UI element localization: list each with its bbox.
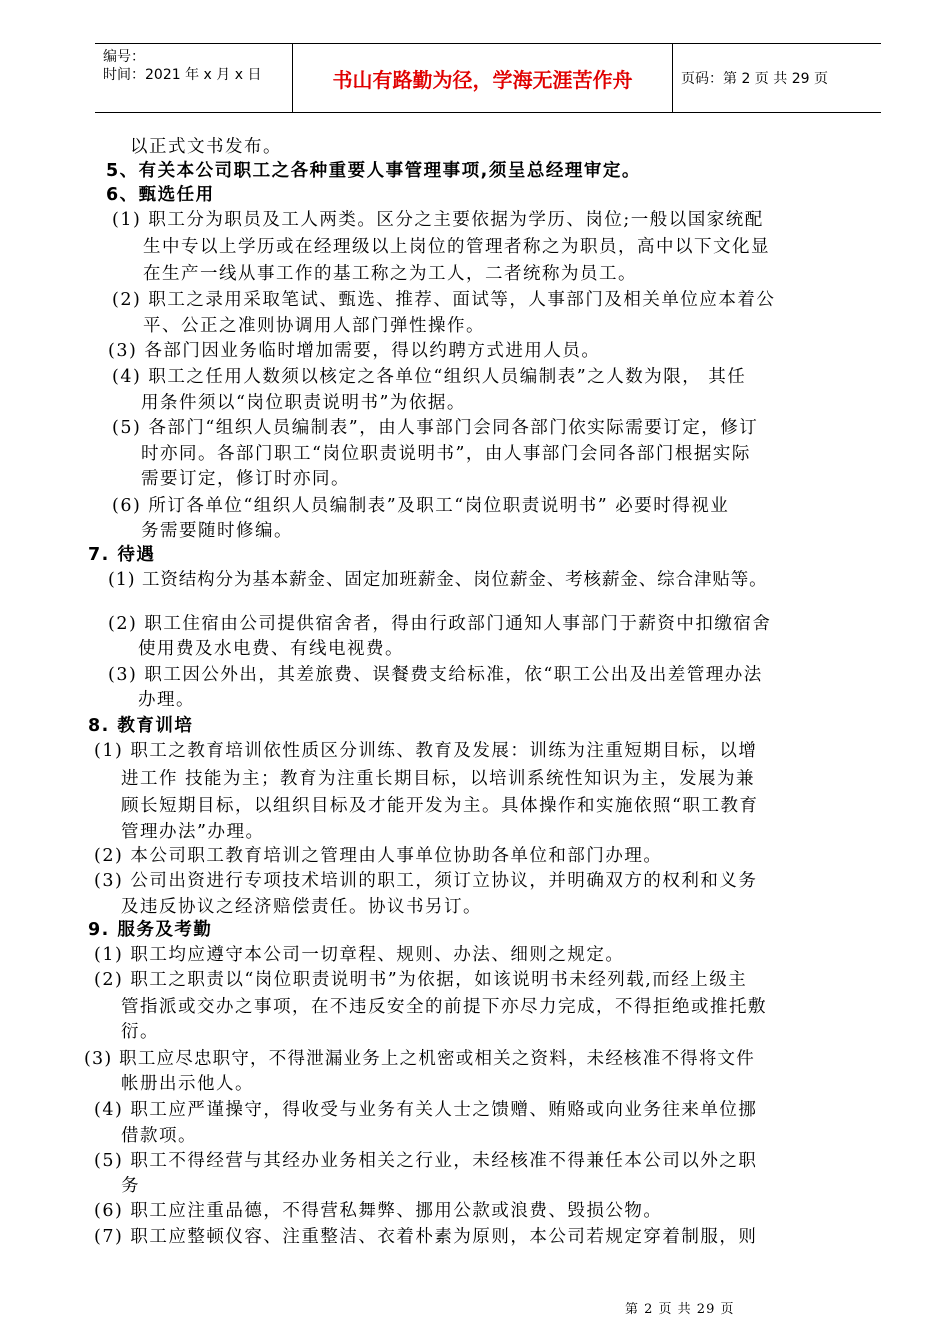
- text-line: 衍。: [121, 1022, 159, 1042]
- text-line: 务需要随时修编。: [141, 521, 293, 541]
- text-line: 办理。: [138, 690, 195, 710]
- section-heading: 8. 教育训培: [88, 716, 194, 736]
- section-heading: 7. 待遇: [88, 545, 156, 565]
- time-label: 时间：2021 年 x 月 x 日: [103, 67, 262, 83]
- header-meta: [95, 44, 293, 113]
- text-line: 顾长短期目标，以组织目标及才能开发为主。具体操作和实施依照“职工教育: [121, 796, 759, 816]
- text-line: (2) 职工住宿由公司提供宿舍者，得由行政部门通知人事部门于薪资中扣缴宿舍: [108, 614, 772, 634]
- section-heading: 5、有关本公司职工之各种重要人事管理事项,须呈总经理审定。: [106, 161, 641, 181]
- text-line: (1) 职工分为职员及工人两类。区分之主要依据为学历、岗位;一般以国家统配: [112, 210, 764, 230]
- text-line: 平、公正之准则协调用人部门弹性操作。: [143, 316, 485, 336]
- text-line: (2) 职工之职责以“岗位职责说明书”为依据，如该说明书未经列载,而经上级主: [94, 970, 748, 990]
- page-header: [95, 43, 881, 113]
- page-footer: 第 2 页 共 29 页: [625, 1302, 735, 1317]
- text-line: (6) 所订各单位“组织人员编制表”及职工“岗位职责说明书” 必要时得视业: [112, 496, 730, 516]
- text-line: 生中专以上学历或在经理级以上岗位的管理者称之为职员，高中以下文化显: [143, 237, 770, 257]
- code-label: 编号：: [103, 49, 145, 65]
- text-line: 及违反协议之经济赔偿责任。协议书另订。: [121, 897, 482, 917]
- text-line: 管理办法”办理。: [121, 822, 265, 842]
- section-heading: 9. 服务及考勤: [88, 920, 213, 940]
- text-line: (3) 职工因公外出，其差旅费、误餐费支给标准，依“职工公出及出差管理办法: [108, 665, 763, 685]
- text-line: (4) 职工应严谨操守，得收受与业务有关人士之馈赠、贿赂或向业务往来单位挪: [94, 1100, 758, 1120]
- text-line: (5) 职工不得经营与其经办业务相关之行业，未经核准不得兼任本公司以外之职: [94, 1151, 758, 1171]
- text-line: 以正式文书发布。: [130, 137, 282, 157]
- text-line: (2) 职工之录用采取笔试、甄选、推荐、面试等，人事部门及相关单位应本着公: [112, 290, 776, 310]
- text-line: 用条件须以“岗位职责说明书”为依据。: [141, 393, 466, 413]
- text-line: (1) 工资结构分为基本薪金、固定加班薪金、岗位薪金、考核薪金、综合津贴等。: [108, 570, 768, 590]
- text-line: (6) 职工应注重品德，不得营私舞弊、挪用公款或浪费、毁损公物。: [94, 1201, 663, 1221]
- text-line: 在生产一线从事工作的基工称之为工人，二者统称为员工。: [143, 264, 637, 284]
- text-line: (5) 各部门“组织人员编制表”，由人事部门会同各部门依实际需要订定，修订: [112, 418, 759, 438]
- text-line: (1) 职工均应遵守本公司一切章程、规则、办法、细则之规定。: [94, 945, 625, 965]
- text-line: (1) 职工之教育培训依性质区分训练、教育及发展：训练为注重短期目标，以增: [94, 741, 758, 761]
- section-heading: 6、甄选任用: [106, 185, 215, 205]
- text-line: 进工作 技能为主；教育为注重长期目标，以培训系统性知识为主，发展为兼: [121, 769, 756, 789]
- text-line: 借款项。: [121, 1126, 197, 1146]
- text-line: 时亦同。各部门职工“岗位职责说明书”，由人事部门会同各部门根据实际: [141, 444, 751, 464]
- text-line: (3) 职工应尽忠职守，不得泄漏业务上之机密或相关之资料，未经核准不得将文件: [84, 1049, 755, 1069]
- text-line: 管指派或交办之事项，在不违反安全的前提下亦尽力完成，不得拒绝或推托敷: [121, 997, 767, 1017]
- text-line: 帐册出示他人。: [121, 1074, 254, 1094]
- text-line: (3) 各部门因业务临时增加需要，得以约聘方式进用人员。: [108, 341, 601, 361]
- text-line: (7) 职工应整顿仪容、注重整洁、衣着朴素为原则，本公司若规定穿着制服，则: [94, 1227, 758, 1247]
- text-line: 使用费及水电费、有线电视费。: [138, 639, 404, 659]
- text-line: (2) 本公司职工教育培训之管理由人事单位协助各单位和部门办理。: [94, 846, 663, 866]
- header-page-number: 页码：第 2 页 共 29 页: [681, 71, 828, 87]
- text-line: 需要订定，修订时亦同。: [141, 469, 350, 489]
- text-line: (3) 公司出资进行专项技术培训的职工，须订立协议，并明确双方的权利和义务: [94, 871, 758, 891]
- header-motto: 书山有路勤为径，学海无涯苦作舟: [293, 44, 673, 113]
- text-line: 务: [121, 1176, 140, 1196]
- text-line: (4) 职工之任用人数须以核定之各单位“组织人员编制表”之人数为限， 其任: [112, 367, 747, 387]
